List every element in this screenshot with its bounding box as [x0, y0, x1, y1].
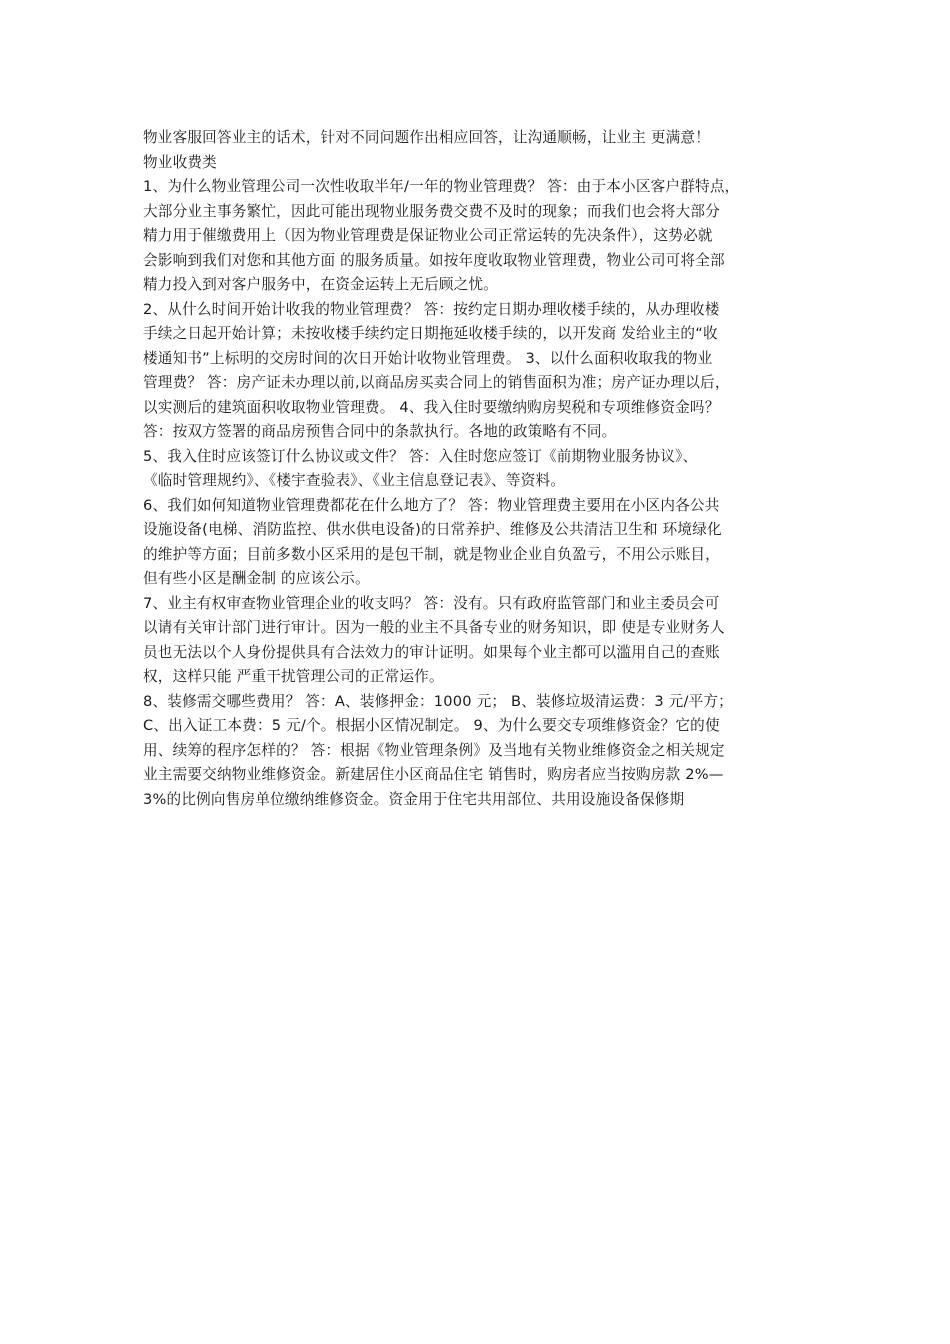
- text-line: 但有些小区是酬金制 的应该公示。: [143, 570, 370, 587]
- text-line: 手续之日起开始计算；未按收楼手续约定日期拖延收楼手续的，以开发商 发给业主的“收: [143, 325, 718, 342]
- text-line: 精力用于催缴费用上（因为物业管理费是保证物业公司正常运转的先决条件），这势必就: [143, 227, 713, 244]
- section-heading: 物业收费类: [143, 153, 217, 171]
- text-line: 楼通知书”上标明的交房时间的次日开始计收物业管理费。 3、以什么面积收取我的物业: [143, 349, 713, 367]
- text-line: 大部分业主事务繁忙，因此可能出现物业服务费交费不及时的现象；而我们也会将大部分: [143, 202, 720, 220]
- text-line: 8、装修需交哪些费用？ 答：A、装修押金：1000 元； B、装修垃圾清运费：3 元/平方；: [143, 692, 733, 710]
- text-line: 以实测后的建筑面积收取物业管理费。 4、我入住时要缴纳购房契税和专项维修资金吗？: [143, 398, 720, 416]
- text-line: 业主需要交纳物业维修资金。新建居住小区商品住宅 销售时，购房者应当按购房款 2%—: [143, 766, 724, 783]
- text-line: 3%的比例向售房单位缴纳维修资金。资金用于住宅共用部位、共用设施设备保修期: [143, 790, 685, 808]
- text-line: 设施设备(电梯、消防监控、供水供电设备)的日常养护、维修及公共清洁卫生和 环境绿化: [143, 521, 722, 538]
- document-body: [143, 126, 813, 812]
- text-line: 5、我入住时应该签订什么协议或文件？ 答：入住时您应签订《前期物业服务协议》、: [143, 447, 698, 465]
- text-line: 《临时管理规约》、《楼宇查验表》、《业主信息登记表》、等资料。: [143, 472, 566, 489]
- document-intro-line: 物业客服回答业主的话术，针对不同问题作出相应回答，让沟通顺畅，让业主 更满意！: [143, 129, 711, 146]
- text-line: 2、从什么时间开始计收我的物业管理费？ 答：按约定日期办理收楼手续的，从办理收楼: [143, 300, 720, 318]
- text-line: 权，这样只能 严重干扰管理公司的正常运作。: [143, 668, 444, 685]
- text-line: 精力投入到对客户服务中，在资金运转上无后顾之忧。: [143, 276, 499, 293]
- text-line: 的维护等方面；目前多数小区采用的是包干制，就是物业企业自负盈亏，不用公示账目，: [143, 545, 720, 563]
- text-line: 7、业主有权审查物业管理企业的收支吗？ 答：没有。只有政府监管部门和业主委员会可: [143, 594, 720, 612]
- text-line: 管理费？ 答：房产证未办理以前,以商品房买卖合同上的销售面积为准；房产证办理以后，: [143, 374, 730, 391]
- text-line: 用、续筹的程序怎样的？ 答：根据《物业管理条例》及当地有关物业维修资金之相关规定: [143, 741, 725, 759]
- text-line: 以请有关审计部门进行审计。因为一般的业主不具备专业的财务知识，即 使是专业财务人: [143, 619, 725, 636]
- text-line: 答：按双方签署的商品房预售合同中的条款执行。各地的政策略有不同。: [143, 423, 617, 440]
- text-line: 1、为什么物业管理公司一次性收取半年/一年的物业管理费？ 答：由于本小区客户群特点，: [143, 178, 740, 195]
- text-line: 员也无法以个人身份提供具有合法效力的审计证明。如果每个业主都可以滥用自己的查账: [143, 643, 720, 661]
- text-line: C、出入证工本费：5 元/个。根据小区情况制定。 9、为什么要交专项维修资金？它的使: [143, 717, 720, 734]
- text-line: 6、我们如何知道物业管理费都花在什么地方了？ 答：物业管理费主要用在小区内各公共: [143, 496, 720, 514]
- text-line: 会影响到我们对您和其他方面 的服务质量。如按年度收取物业管理费，物业公司可将全部: [143, 251, 725, 269]
